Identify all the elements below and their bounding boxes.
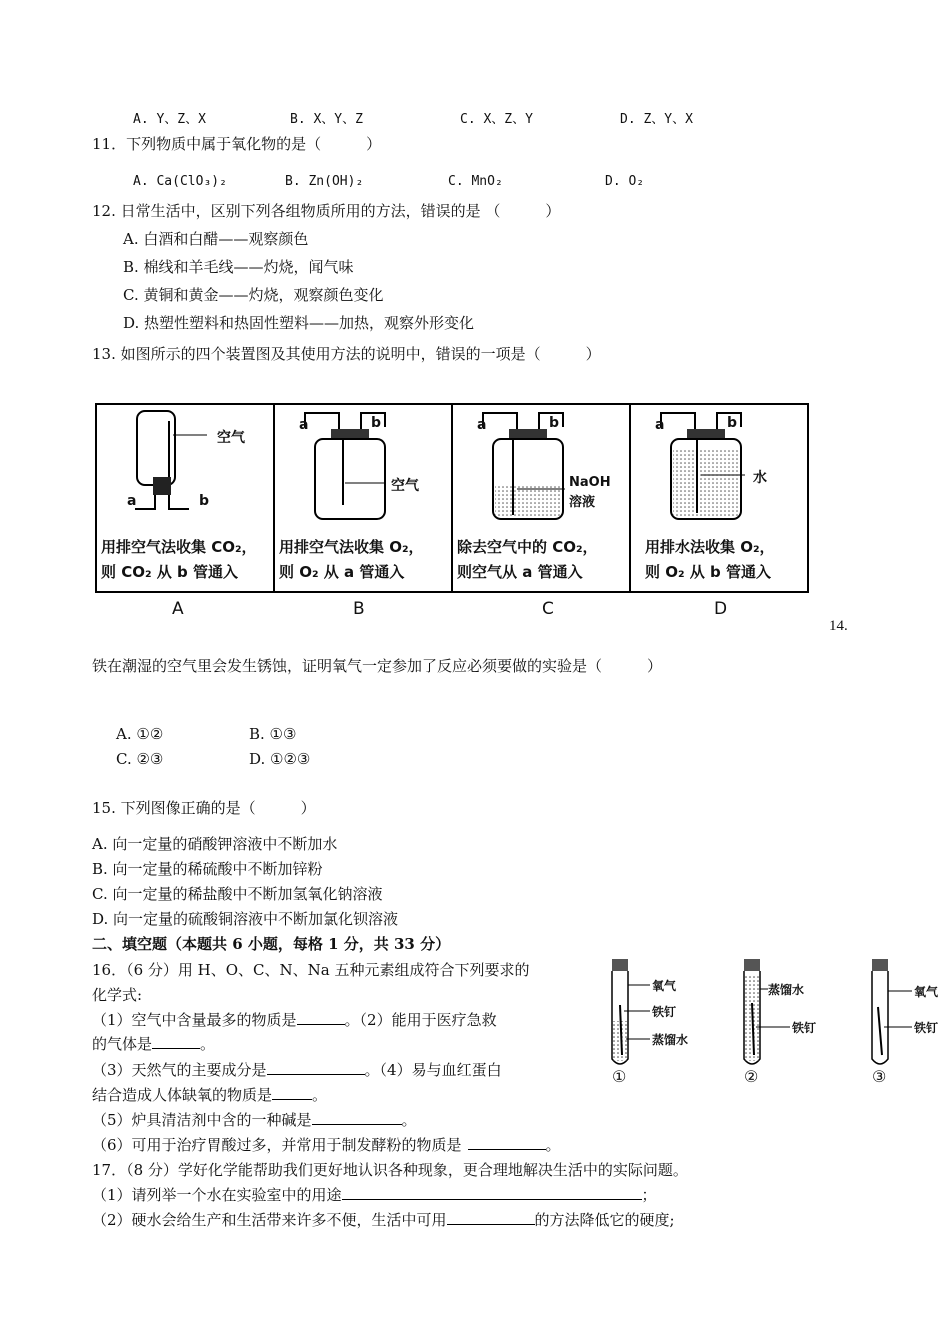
- answer-blank[interactable]: [468, 1135, 546, 1150]
- q14-option-a: A. ①②: [116, 725, 164, 743]
- tube1-number: ①: [612, 1067, 627, 1086]
- q14-option-d: D. ①②③: [249, 750, 311, 768]
- q14-stem: 铁在潮湿的空气里会发生锈蚀，证明氧气一定参加了反应必须要做的实验是（ ）: [92, 657, 663, 675]
- q15-option-b: B. 向一定量的稀硫酸中不断加锌粉: [92, 860, 323, 878]
- tube2-number: ②: [744, 1067, 759, 1086]
- tube1-label-nail: 铁钉: [652, 1005, 677, 1019]
- q16-period: 。: [312, 1086, 328, 1104]
- caption-line1: 用排空气法收集 O₂，: [279, 538, 424, 556]
- tube-a-label: a: [299, 417, 309, 433]
- q17-item2-tail: 的方法降低它的硬度;: [534, 1211, 675, 1229]
- q16-line2: 化学式:: [92, 986, 143, 1004]
- tube-b-label: b: [727, 415, 738, 431]
- answer-blank[interactable]: [312, 1110, 402, 1125]
- q17-item2-text: （2）硬水会给生产和生活带来许多不便，生活中可用: [92, 1211, 447, 1229]
- caption-line1: 用排水法收集 O₂，: [645, 538, 775, 556]
- caption-line2: 则 O₂ 从 b 管通入: [645, 563, 771, 581]
- q12-option-d: D. 热塑性塑料和热固性塑料——加热，观察外形变化: [123, 314, 475, 332]
- tube3-label-oxygen: 氧气: [914, 985, 939, 999]
- inverted-bottle-icon: [97, 405, 273, 535]
- tube1-label-oxygen: 氧气: [652, 979, 677, 993]
- answer-blank[interactable]: [272, 1085, 312, 1100]
- q11-option-b: B. Zn(OH)₂: [285, 174, 364, 189]
- q10-option-d: D. Z、Y、X: [620, 112, 693, 127]
- q16-item5-text: （5）炉具清洁剂中含的一种碱是: [92, 1111, 312, 1129]
- label-air: 空气: [391, 478, 419, 494]
- q15-option-d: D. 向一定量的硫酸铜溶液中不断加氯化钡溶液: [92, 910, 399, 928]
- q16-item6: [92, 1135, 561, 1155]
- q12-option-c: C. 黄铜和黄金——灼烧，观察颜色变化: [123, 286, 384, 304]
- tube2-label-water: 蒸馏水: [768, 983, 805, 997]
- caption-line2: 则 CO₂ 从 b 管通入: [101, 563, 238, 581]
- q10-option-b: B. X、Y、Z: [290, 112, 363, 127]
- label-naoh: NaOH: [569, 475, 611, 490]
- q16-item6-text: （6）可用于治疗胃酸过多，并常用于制发酵粉的物质是: [92, 1136, 462, 1154]
- q13-stem: 13. 如图所示的四个装置图及其使用方法的说明中，错误的一项是（ ）: [92, 345, 601, 363]
- tube1-label-water: 蒸馏水: [652, 1033, 689, 1047]
- q16-item1-text: （1）空气中含量最多的物质是: [92, 1011, 297, 1029]
- q16-item4-text2: 结合造成人体缺氧的物质是: [92, 1086, 273, 1104]
- label-water: 水: [753, 470, 767, 486]
- q13-apparatus-figure: [95, 403, 809, 593]
- q16-item5: [92, 1110, 417, 1130]
- answer-blank[interactable]: [342, 1185, 642, 1200]
- panel-c: [453, 405, 631, 591]
- q10-option-c: C. X、Z、Y: [460, 112, 533, 127]
- q11-option-a: A. Ca(ClO₃)₂: [133, 174, 227, 189]
- q16-period: 。: [545, 1136, 561, 1154]
- answer-blank[interactable]: [447, 1210, 535, 1225]
- q14-number: 14.: [829, 618, 848, 634]
- q16-item3: [92, 1060, 502, 1080]
- q16-period: 。: [401, 1111, 417, 1129]
- q14-option-b: B. ①③: [249, 725, 297, 743]
- tube-a-label: a: [127, 493, 137, 509]
- panel-letter-c: C: [542, 599, 554, 619]
- label-solution: 溶液: [569, 495, 596, 510]
- caption-line2: 则 O₂ 从 a 管通入: [279, 563, 405, 581]
- q16-line1: 16．（6 分）用 H、O、C、N、Na 五种元素组成符合下列要求的: [92, 961, 530, 979]
- answer-blank[interactable]: [152, 1034, 200, 1049]
- tube-b-label: b: [199, 493, 210, 509]
- test-tubes-icon: [600, 955, 945, 1085]
- q17-item1: [92, 1185, 657, 1205]
- q16-item2-text: 。（2）能用于医疗急救: [344, 1011, 497, 1029]
- q17-line1: 17．（8 分）学好化学能帮助我们更好地认识各种现象，更合理地解决生活中的实际问题。: [92, 1161, 688, 1179]
- tube3-number: ③: [872, 1067, 887, 1086]
- answer-blank[interactable]: [297, 1010, 345, 1025]
- tube-a-label: a: [655, 417, 665, 433]
- q16-item4-text: 。（4）易与血红蛋白: [364, 1061, 502, 1079]
- q14-option-c: C. ②③: [116, 750, 164, 768]
- panel-d: [631, 405, 807, 591]
- q15-stem: 15. 下列图像正确的是（ ）: [92, 799, 316, 817]
- tube-b-label: b: [371, 415, 382, 431]
- test-tube-figure: [600, 955, 945, 1085]
- caption-line1: 除去空气中的 CO₂，: [457, 538, 598, 556]
- q16-item2-text2: 的气体是: [92, 1035, 153, 1053]
- panel-b: [275, 405, 453, 591]
- panel-letter-b: B: [353, 599, 365, 619]
- caption-line1: 用排空气法收集 CO₂，: [101, 538, 257, 556]
- q12-option-b: B. 棉线和羊毛线——灼烧，闻气味: [123, 258, 354, 276]
- q11-option-c: C. MnO₂: [448, 174, 503, 189]
- tube-b-label: b: [549, 415, 560, 431]
- panel-letter-a: A: [172, 599, 184, 619]
- q11-stem: 11．下列物质中属于氧化物的是（ ）: [92, 135, 382, 153]
- q10-option-a: A. Y、Z、X: [133, 112, 206, 127]
- q16-period: 。: [200, 1035, 216, 1053]
- q12-option-a: A. 白酒和白醋——观察颜色: [123, 230, 309, 248]
- q16-item3-text: （3）天然气的主要成分是: [92, 1061, 267, 1079]
- panel-letter-d: D: [714, 599, 728, 619]
- tube3-label-nail: 铁钉: [914, 1021, 939, 1035]
- q15-option-a: A. 向一定量的硝酸钾溶液中不断加水: [92, 835, 338, 853]
- q16-item1: [92, 1010, 497, 1030]
- q17-item1-text: （1）请列举一个水在实验室中的用途: [92, 1186, 342, 1204]
- panel-a: [97, 405, 275, 591]
- q11-option-d: D. O₂: [605, 174, 645, 189]
- caption-line2: 则空气从 a 管通入: [457, 563, 583, 581]
- q16-item4: [92, 1085, 327, 1105]
- q15-option-c: C. 向一定量的稀盐酸中不断加氢氧化钠溶液: [92, 885, 383, 903]
- q12-stem: 12. 日常生活中，区别下列各组物质所用的方法，错误的是 （ ）: [92, 202, 561, 220]
- tube-a-label: a: [477, 417, 487, 433]
- q16-item2: [92, 1034, 215, 1054]
- q17-semicolon: ；: [641, 1186, 657, 1204]
- section-heading: 二、填空题（本题共 6 小题，每格 1 分，共 33 分）: [92, 935, 451, 953]
- tube2-label-nail: 铁钉: [792, 1021, 817, 1035]
- answer-blank[interactable]: [267, 1060, 365, 1075]
- q17-item2: [92, 1210, 675, 1230]
- label-air: 空气: [217, 430, 245, 446]
